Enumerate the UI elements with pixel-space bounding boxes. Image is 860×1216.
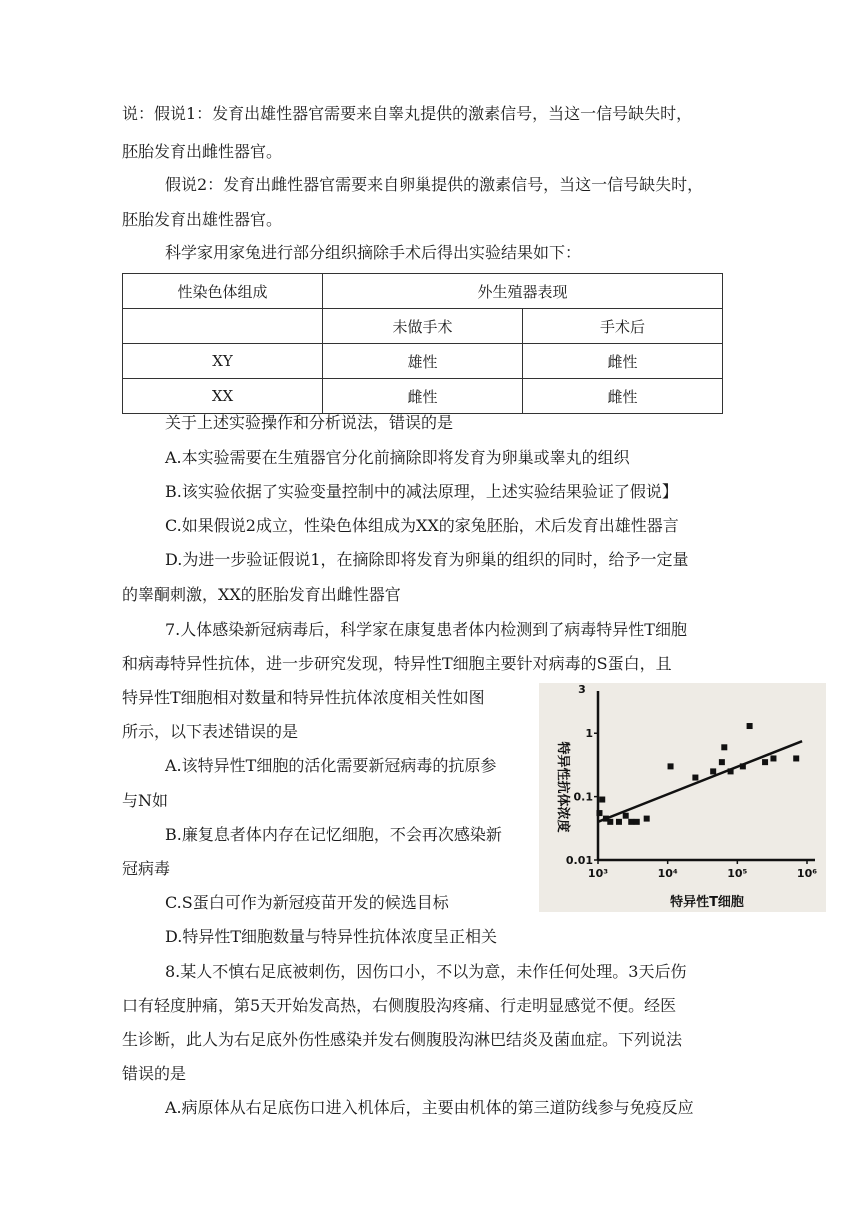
text-line: 的睾酮刺激，XX的胚胎发育出雌性器官 xyxy=(122,585,401,604)
text-line: 胚胎发育出雌性器官。 xyxy=(122,142,283,161)
x-tick-label: 10⁴ xyxy=(657,867,678,880)
question-7: 7.人体感染新冠病毒后，科学家在康复患者体内检测到了病毒特异性T细胞 xyxy=(165,620,687,639)
data-point xyxy=(634,819,640,825)
table-cell-empty xyxy=(123,309,323,344)
table-cell: XX xyxy=(123,379,323,414)
x-tick-label: 10³ xyxy=(587,867,609,880)
data-point xyxy=(596,810,602,816)
option-b: B.该实验依据了实验变量控制中的减法原理，上述实验结果验证了假说】 xyxy=(165,482,678,501)
text-line: 特异性T细胞相对数量和特异性抗体浓度相关性如图 xyxy=(122,688,485,707)
table-row xyxy=(123,344,723,379)
option-c: C.如果假说2成立，性染色体组成为XX的家兔胚胎，术后发育出雄性器言 xyxy=(165,516,679,535)
table-cell: 雄性 xyxy=(323,344,523,379)
option-a: A.该特异性T细胞的活化需要新冠病毒的抗原参 xyxy=(165,756,497,775)
option-d: D.特异性T细胞数量与特异性抗体浓度呈正相关 xyxy=(165,927,498,946)
text-line: 和病毒特异性抗体，进一步研究发现，特异性T细胞主要针对病毒的S蛋白，且 xyxy=(122,654,672,673)
experiment-table xyxy=(122,273,723,414)
scatter-chart-svg xyxy=(539,683,826,912)
data-point xyxy=(721,744,727,750)
table-header-genitalia: 外生殖器表现 xyxy=(323,274,723,309)
data-point xyxy=(710,768,716,774)
x-axis-label: 特异性T细胞 xyxy=(670,895,744,910)
data-point xyxy=(628,819,634,825)
data-point xyxy=(793,755,799,761)
table-row xyxy=(123,379,723,414)
table-cell: XY xyxy=(123,344,323,379)
text-line: 生诊断，此人为右足底外伤性感染并发右侧腹股沟淋巴结炎及菌血症。下列说法 xyxy=(122,1030,683,1049)
text-line: 错误的是 xyxy=(122,1064,187,1083)
option-c: C.S蛋白可作为新冠疫苗开发的候选目标 xyxy=(165,893,449,912)
data-point xyxy=(623,813,629,819)
scatter-chart xyxy=(539,683,826,912)
table-header-chromosome: 性染色体组成 xyxy=(123,274,323,309)
data-point xyxy=(719,759,725,765)
table-subheader-no-surgery: 未做手术 xyxy=(323,309,523,344)
data-point xyxy=(747,723,753,729)
x-tick-label: 10⁶ xyxy=(796,867,818,880)
table-cell: 雌性 xyxy=(523,344,723,379)
y-tick-label: 1 xyxy=(585,727,593,741)
option-a: A.本实验需要在生殖器官分化前摘除即将发育为卵巢或睾丸的组织 xyxy=(165,448,630,467)
y-axis-label: 特异性抗体浓度 xyxy=(555,741,570,833)
data-point xyxy=(762,759,768,765)
text-line: 假说2：发育出雌性器官需要来自卵巢提供的激素信号，当这一信号缺失时， xyxy=(165,175,704,194)
y-tick-label: 0.01 xyxy=(565,854,593,867)
y-tick-label-top: 3 xyxy=(578,683,586,696)
y-tick-label: 0.1 xyxy=(573,790,593,804)
data-point xyxy=(770,755,776,761)
text-line: 胚胎发育出雄性器官。 xyxy=(122,210,283,229)
option-b: B.廉复息者体内存在记忆细胞，不会再次感染新 xyxy=(165,825,502,844)
data-point xyxy=(599,797,605,803)
data-point xyxy=(644,816,650,822)
option-a: A.病原体从右足底伤口进入机体后，主要由机体的第三道防线参与免疫反应 xyxy=(165,1098,694,1117)
x-tick-label: 10⁵ xyxy=(727,867,748,880)
trend-line xyxy=(598,741,802,822)
data-point xyxy=(616,819,622,825)
table-cell: 雌性 xyxy=(523,379,723,414)
table-subheader-after-surgery: 手术后 xyxy=(523,309,723,344)
option-d: D.为进一步验证假说1，在摘除即将发育为卵巢的组织的同时，给予一定量 xyxy=(165,550,689,569)
data-point xyxy=(607,819,613,825)
text-line: 科学家用家兔进行部分组织摘除手术后得出实验结果如下： xyxy=(165,243,582,262)
table-cell: 雌性 xyxy=(323,379,523,414)
question-8: 8.某人不慎右足底被刺伤，因伤口小，不以为意，未作任何处理。3天后伤 xyxy=(165,962,687,981)
data-point xyxy=(668,763,674,769)
text-line: 口有轻度肿痛，第5天开始发高热，右侧腹股沟疼痛、行走明显感觉不便。经医 xyxy=(122,996,677,1015)
text-line: 与N如 xyxy=(122,791,169,810)
question-stem: 关于上述实验操作和分析说法，错误的是 xyxy=(165,413,454,432)
data-point xyxy=(692,775,698,781)
text-line: 所示，以下表述错误的是 xyxy=(122,722,299,741)
text-line: 冠病毒 xyxy=(122,859,171,878)
text-line: 说：假说1：发育出雄性器官需要来自睾丸提供的激素信号，当这一信号缺失时， xyxy=(122,104,693,123)
